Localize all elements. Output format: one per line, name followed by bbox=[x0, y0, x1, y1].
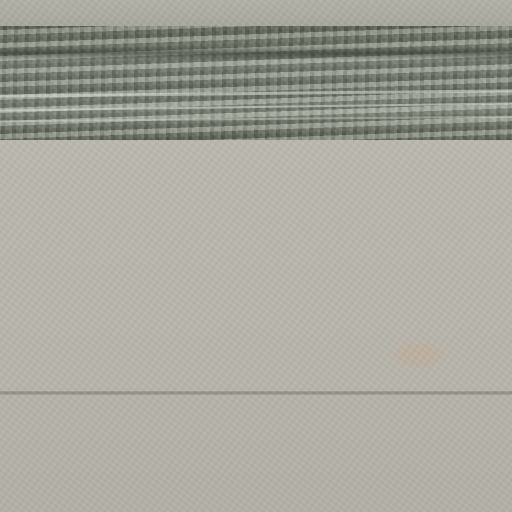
rail-line bbox=[0, 102, 512, 111]
top-pavement-strip bbox=[0, 0, 512, 26]
concrete-slab-upper bbox=[0, 140, 512, 392]
gravel-upper-edge bbox=[0, 46, 512, 60]
concrete-slab-lower bbox=[0, 395, 512, 512]
rail-line bbox=[0, 89, 512, 97]
gravel-strip bbox=[0, 26, 512, 140]
rail-line bbox=[0, 116, 512, 122]
